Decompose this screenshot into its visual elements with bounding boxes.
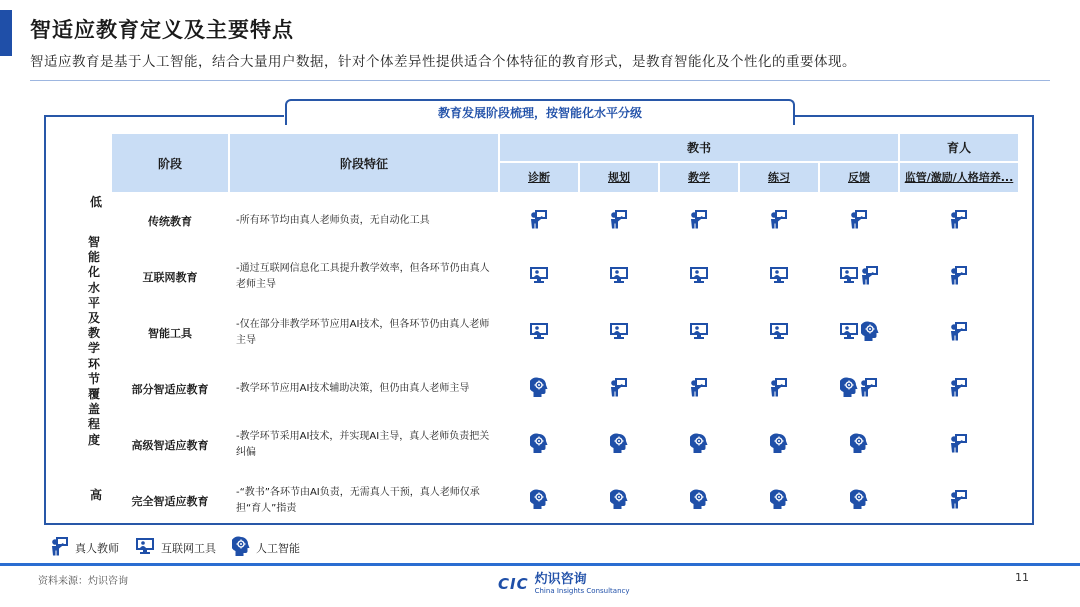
stage-icon-cell	[820, 306, 898, 360]
stage-icon-cell	[900, 250, 1018, 304]
stage-icon-cell	[500, 194, 578, 248]
stage-icon-cell	[580, 474, 658, 528]
stage-icon-cell	[500, 474, 578, 528]
stage-icon-cell	[580, 418, 658, 472]
legend-ai	[226, 536, 300, 559]
computer-icon	[529, 266, 549, 288]
stage-icon-cell	[660, 474, 738, 528]
stage-icon-cell	[580, 194, 658, 248]
stage-name: 高级智适应教育	[131, 439, 209, 452]
logo-mark: CIC	[498, 575, 529, 593]
panel-heading: 教育发展阶段梳理，按智能化水平分级	[285, 99, 795, 125]
axis-high-label: 高	[90, 488, 103, 502]
logo-name-en: China Insights Consultancy	[534, 587, 630, 595]
computer-icon	[839, 322, 859, 344]
ai-head-icon	[861, 321, 879, 345]
stage-icon-cell	[820, 194, 898, 248]
ai-head-icon	[850, 433, 868, 457]
stage-icon-cell	[820, 362, 898, 416]
stage-icon-cell	[660, 194, 738, 248]
table-row	[112, 306, 1018, 360]
stage-feature: -所有环节均由真人老师负责，无自动化工具	[236, 215, 430, 226]
axis-label: 智能化水平及教学环节覆盖程度	[87, 235, 100, 447]
title-divider	[30, 80, 1050, 81]
computer-icon	[839, 266, 859, 288]
stage-name: 智能工具	[148, 327, 192, 340]
stage-icon-cell	[660, 362, 738, 416]
legend-internet-label: 互联网工具	[161, 541, 216, 555]
stage-feature: -教学环节应用AI技术辅助决策，但仍由真人老师主导	[236, 383, 470, 394]
subheader-4: 反馈	[820, 163, 898, 192]
stage-icon-cell	[740, 306, 818, 360]
stage-icon-cell	[660, 250, 738, 304]
stage-icon-cell	[500, 362, 578, 416]
page-number: 11	[1015, 571, 1029, 584]
stage-icon-cell	[660, 418, 738, 472]
stage-icon-cell	[740, 362, 818, 416]
stage-icon-cell	[660, 306, 738, 360]
cic-logo	[498, 573, 630, 595]
computer-icon	[529, 322, 549, 344]
teacher-icon	[950, 321, 968, 345]
stage-icon-cell	[500, 306, 578, 360]
table-row	[112, 362, 1018, 416]
teacher-icon	[950, 265, 968, 289]
legend-teacher-label: 真人教师	[75, 541, 119, 555]
teacher-icon	[950, 433, 968, 457]
stage-icon-cell	[740, 194, 818, 248]
teacher-icon	[610, 209, 628, 233]
stage-icon-cell	[900, 474, 1018, 528]
stage-icon-cell	[580, 362, 658, 416]
stage-icon-cell	[820, 474, 898, 528]
teacher-icon	[610, 377, 628, 401]
stage-feature: -“教书”各环节由AI负责，无需真人干预，真人老师仅承担“育人”指责	[236, 487, 480, 514]
axis-low-label: 低	[90, 195, 103, 209]
page-subtitle: 智适应教育是基于人工智能，结合大量用户数据，针对个体差异性提供适合个体特征的教育形式，是教育智能化及个性化的重要体现。	[30, 54, 856, 70]
subheader-3: 练习	[740, 163, 818, 192]
teacher-icon	[860, 377, 878, 401]
teacher-icon	[690, 377, 708, 401]
stage-icon-cell	[900, 194, 1018, 248]
intelligence-axis	[80, 193, 114, 503]
computer-icon	[135, 537, 155, 558]
ai-head-icon	[232, 536, 250, 559]
ai-head-icon	[770, 433, 788, 457]
stage-feature: -教学环节采用AI技术，并实现AI主导，真人老师负责把关纠偏	[236, 431, 490, 458]
stage-icon-cell	[580, 306, 658, 360]
icon-legend	[45, 536, 310, 559]
panel-top-border-right	[794, 115, 1034, 117]
stage-name: 部分智适应教育	[131, 383, 209, 396]
stage-icon-cell	[900, 306, 1018, 360]
legend-ai-label: 人工智能	[256, 541, 300, 555]
legend-teacher	[45, 536, 119, 559]
stage-icon-cell	[900, 362, 1018, 416]
stage-name: 完全智适应教育	[131, 495, 209, 508]
header-teach: 教书	[500, 134, 898, 161]
table-row	[112, 418, 1018, 472]
table-row	[112, 474, 1018, 528]
subheader-2: 教学	[660, 163, 738, 192]
ai-head-icon	[610, 489, 628, 513]
computer-icon	[769, 322, 789, 344]
teacher-icon	[950, 377, 968, 401]
stage-icon-cell	[740, 474, 818, 528]
subheader-1: 规划	[580, 163, 658, 192]
header-stage: 阶段	[112, 134, 228, 192]
ai-head-icon	[530, 489, 548, 513]
stage-feature: -通过互联网信息化工具提升教学效率，但各环节仍由真人老师主导	[236, 263, 490, 290]
logo-name-cn: 灼识咨询	[534, 572, 587, 587]
stage-icon-cell	[820, 250, 898, 304]
stage-table	[110, 132, 1020, 530]
teacher-icon	[770, 377, 788, 401]
ai-head-icon	[530, 377, 548, 401]
stage-icon-cell	[740, 418, 818, 472]
legend-internet	[129, 537, 216, 558]
stage-name: 互联网教育	[142, 271, 198, 284]
ai-head-icon	[850, 489, 868, 513]
teacher-icon	[950, 489, 968, 513]
teacher-icon	[690, 209, 708, 233]
page-title: 智适应教育定义及主要特点	[30, 18, 294, 42]
stage-feature: -仅在部分非教学环节应用AI技术，但各环节仍由真人老师主导	[236, 319, 490, 346]
ai-head-icon	[840, 377, 858, 401]
header-nurture: 育人	[900, 134, 1018, 161]
table-row	[112, 250, 1018, 304]
teacher-icon	[950, 209, 968, 233]
computer-icon	[609, 266, 629, 288]
footer-divider	[0, 563, 1080, 566]
ai-head-icon	[530, 433, 548, 457]
computer-icon	[689, 266, 709, 288]
ai-head-icon	[690, 489, 708, 513]
computer-icon	[609, 322, 629, 344]
teacher-icon	[770, 209, 788, 233]
computer-icon	[769, 266, 789, 288]
stage-icon-cell	[580, 250, 658, 304]
table-row	[112, 194, 1018, 248]
title-accent-bar	[0, 10, 12, 56]
stage-icon-cell	[820, 418, 898, 472]
subheader-5: 监管/激励/人格培养...	[900, 163, 1018, 192]
panel-top-border-left	[44, 115, 284, 117]
stage-name: 传统教育	[148, 215, 192, 228]
computer-icon	[689, 322, 709, 344]
stage-icon-cell	[740, 250, 818, 304]
teacher-icon	[850, 209, 868, 233]
teacher-icon	[51, 536, 69, 559]
teacher-icon	[861, 265, 879, 289]
ai-head-icon	[770, 489, 788, 513]
subheader-0: 诊断	[500, 163, 578, 192]
ai-head-icon	[610, 433, 628, 457]
stage-icon-cell	[500, 250, 578, 304]
source-note: 资料来源：灼识咨询	[38, 576, 128, 587]
stage-icon-cell	[500, 418, 578, 472]
teacher-icon	[530, 209, 548, 233]
header-feature: 阶段特征	[230, 134, 498, 192]
ai-head-icon	[690, 433, 708, 457]
stage-icon-cell	[900, 418, 1018, 472]
